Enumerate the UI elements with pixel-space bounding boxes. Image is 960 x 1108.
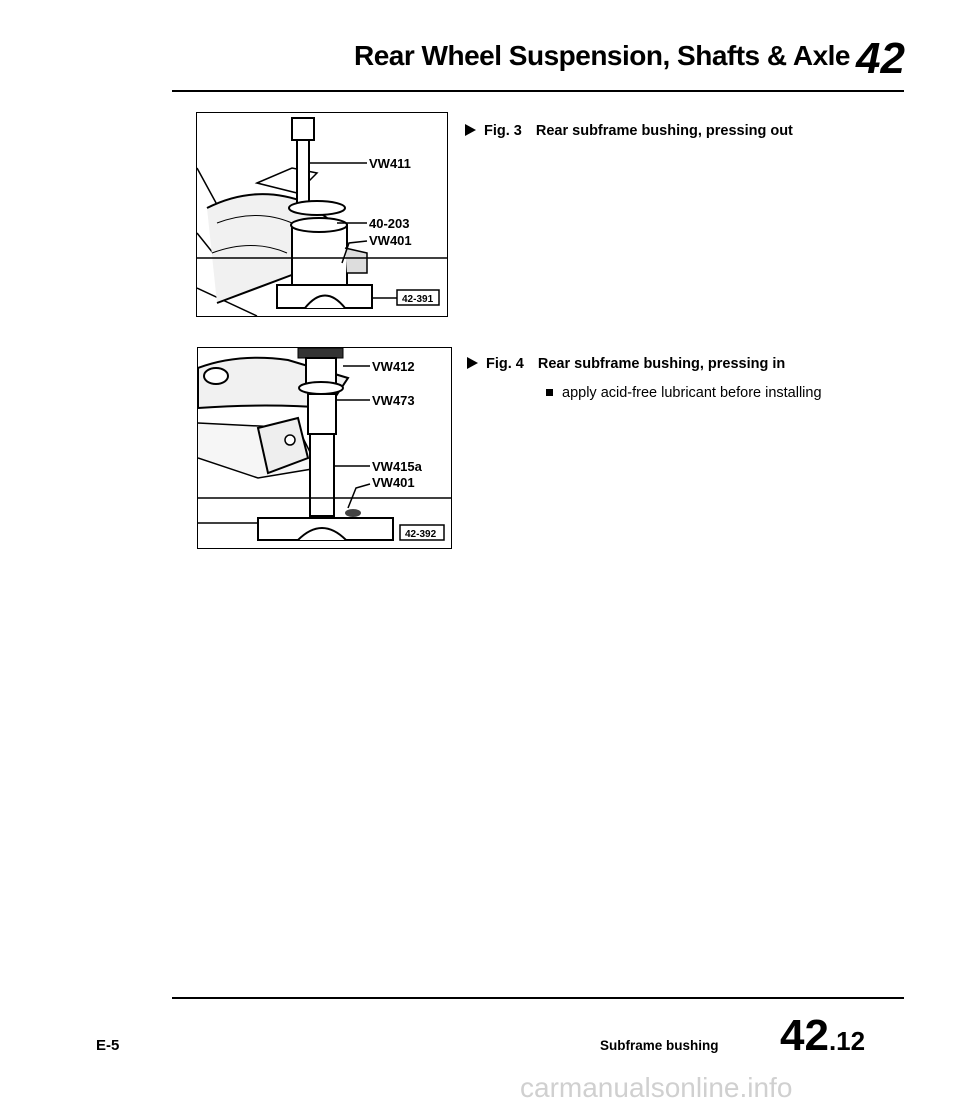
footer-page-minor: .12 — [828, 1026, 866, 1056]
fig3-label-3: VW401 — [369, 233, 412, 248]
bullet-square-icon — [546, 389, 553, 396]
fig4-label-3: VW415a — [372, 459, 422, 474]
header-rule — [172, 90, 904, 92]
fig4-label-2: VW473 — [372, 393, 415, 408]
fig3-label-2: 40-203 — [369, 216, 410, 231]
section-number: 42 — [856, 34, 905, 83]
footer-page-major: 42 — [780, 1011, 829, 1060]
fig3-ref-box: 42-391 — [402, 294, 434, 305]
footer-section-label: Subframe bushing — [600, 1038, 719, 1053]
figure-4-number: Fig. 4 — [486, 356, 524, 372]
figure-3-caption-text: Rear subframe bushing, pressing out — [535, 123, 793, 139]
figure-3-caption — [465, 123, 793, 139]
figure-4-illustration — [197, 347, 452, 549]
footer-rule — [172, 997, 904, 999]
figure-4-caption — [467, 356, 785, 372]
caption-arrow-icon — [467, 357, 478, 369]
figure-4-bullet — [546, 385, 822, 401]
watermark: carmanualsonline.info — [520, 1072, 793, 1103]
figure-4-caption-text: Rear subframe bushing, pressing in — [537, 356, 786, 372]
fig4-ref-box: 42-392 — [405, 529, 437, 540]
page-header-title: Rear Wheel Suspension, Shafts & Axle — [354, 40, 850, 71]
footer-code: E-5 — [96, 1037, 120, 1054]
figure-4-bullet-text: apply acid-free lubricant before installing — [562, 385, 822, 401]
figure-3-number: Fig. 3 — [484, 123, 522, 139]
fig3-label-1: VW411 — [369, 156, 411, 171]
footer-page-number — [780, 1011, 866, 1060]
fig4-label-4: VW401 — [372, 475, 415, 490]
caption-arrow-icon — [465, 124, 476, 136]
figure-3-illustration — [196, 112, 448, 317]
fig4-label-1: VW412 — [372, 359, 415, 374]
